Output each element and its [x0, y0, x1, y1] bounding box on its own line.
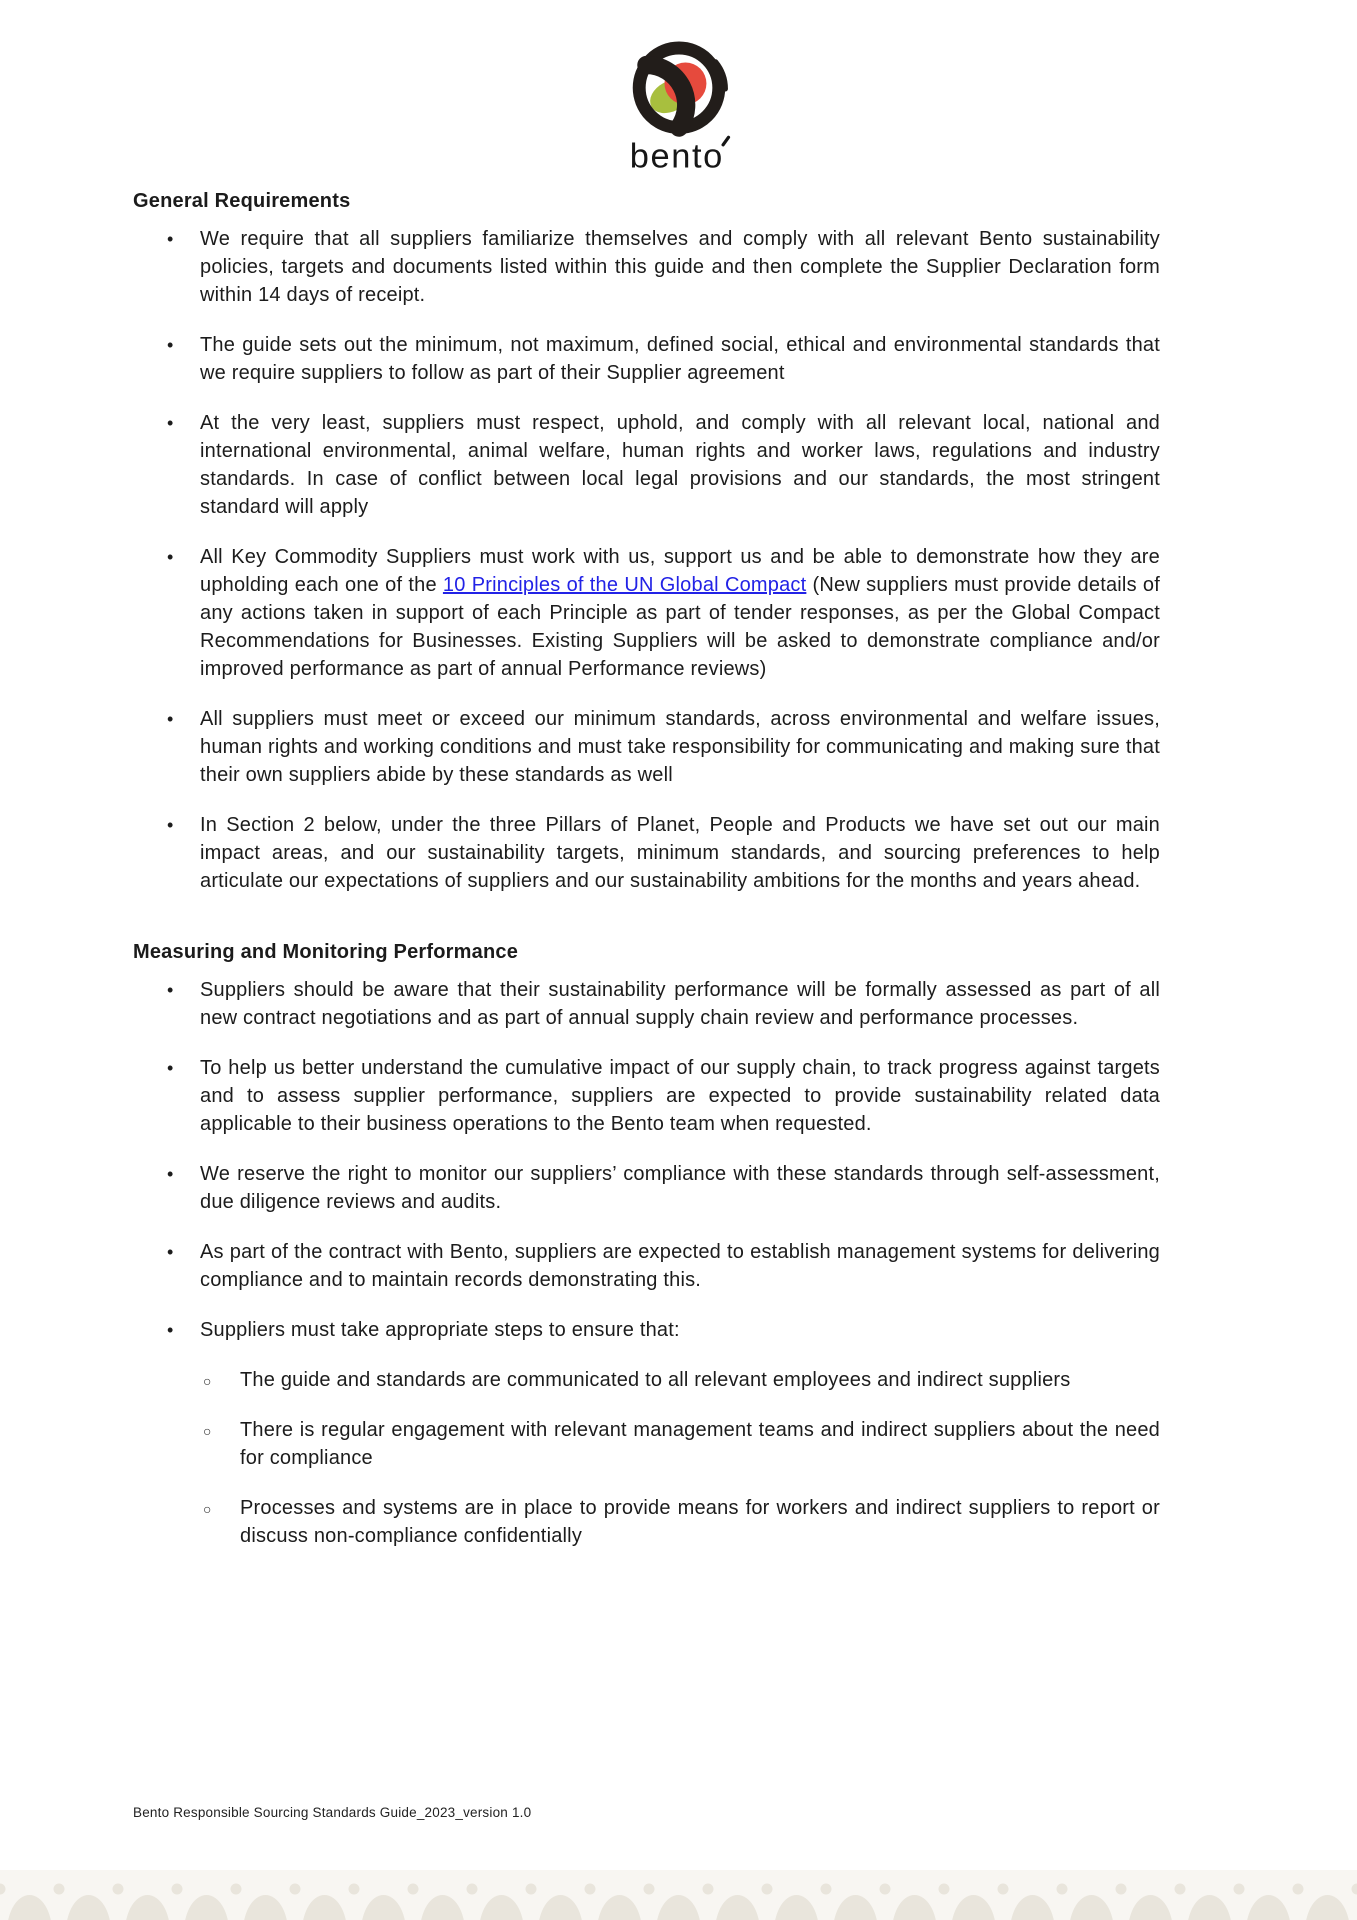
decorative-scallop-border	[0, 1866, 1357, 1920]
bullet-item	[133, 1160, 1160, 1216]
bullet-item	[133, 705, 1160, 789]
bullet-marker: •	[167, 1164, 174, 1184]
bullet-text: We require that all suppliers familiarize themselves and comply with all relevant Bento sustainability policies, targets and documents listed within this guide and then complete the Supplier Declaration form within 14 days of receipt.	[200, 228, 1160, 306]
bullet-text: In Section 2 below, under the three Pillars of Planet, People and Products we have set out our main impact areas, and our sustainability targets, minimum standards, and sourcing preferences to help articulate our expectations of suppliers and our sustainability ambitions for the months and years ahead.	[200, 814, 1160, 892]
bullet-item	[133, 1238, 1160, 1294]
section-heading: Measuring and Monitoring Performance	[133, 941, 519, 963]
section-heading: General Requirements	[133, 190, 351, 212]
bullet-text: At the very least, suppliers must respect, uphold, and comply with all relevant local, national and international environmental, animal welfare, human rights and worker laws, regulations and industry standards. In case of conflict between local legal provisions and our standards, the most stringent standard will apply	[200, 412, 1160, 518]
bullet-text: We reserve the right to monitor our suppliers’ compliance with these standards through self-assessment, due diligence reviews and audits.	[200, 1163, 1160, 1213]
bento-logo-icon	[613, 34, 745, 176]
bullet-marker: •	[167, 1242, 174, 1262]
logo-wordmark: bento	[629, 137, 724, 176]
bullet-text: As part of the contract with Bento, suppliers are expected to establish management systems for delivering compliance and to maintain records demonstrating this.	[200, 1241, 1160, 1291]
bullet-text-before-link: All Key Commodity Suppliers must work with us, support us and be able to demonstrate how they are upholding each one of the	[200, 546, 1160, 596]
bullet-text: The guide sets out the minimum, not maximum, defined social, ethical and environmental standards that we require suppliers to follow as part of their Supplier agreement	[200, 334, 1160, 384]
bullet-text: To help us better understand the cumulative impact of our supply chain, to track progress against targets and to assess supplier performance, suppliers are expected to provide sustainability related data applicable to their business operations to the Bento team when requested.	[200, 1057, 1160, 1135]
bullet-text: Suppliers should be aware that their sustainability performance will be formally assessed as part of all new contract negotiations and as part of annual supply chain review and performance processes.	[200, 979, 1160, 1029]
bullet-marker: •	[167, 413, 174, 433]
bullet-marker: •	[167, 709, 174, 729]
sub-bullet-marker: ○	[203, 1501, 212, 1517]
bullet-text	[200, 543, 1160, 683]
bullet-text: All suppliers must meet or exceed our minimum standards, across environmental and welfare issues, human rights and working conditions and must take responsibility for communicating and making sure that their own suppliers abide by these standards as well	[200, 708, 1160, 786]
bullet-text: Suppliers must take appropriate steps to ensure that:	[200, 1319, 680, 1341]
section-measuring-monitoring	[133, 941, 1160, 1550]
footer-text: Bento Responsible Sourcing Standards Guide_2023_version 1.0	[133, 1805, 532, 1820]
sub-bullet-text: The guide and standards are communicated to all relevant employees and indirect suppliers	[240, 1369, 1071, 1391]
brand-logo	[0, 34, 1357, 176]
bullet-marker: •	[167, 980, 174, 1000]
bullet-item	[133, 1316, 1160, 1344]
bullet-item	[133, 811, 1160, 895]
sub-bullet-text: Processes and systems are in place to provide means for workers and indirect suppliers to report or discuss non-compliance confidentially	[240, 1497, 1160, 1547]
bullet-item	[133, 409, 1160, 521]
bullet-item-with-link	[133, 543, 1160, 683]
sub-bullet-text: There is regular engagement with relevant management teams and indirect suppliers about the need for compliance	[240, 1419, 1160, 1469]
bullet-marker: •	[167, 335, 174, 355]
scallop-pattern-icon	[0, 1866, 1357, 1920]
sub-bullet-marker: ○	[203, 1373, 212, 1389]
document-content	[133, 190, 1160, 1572]
sub-bullet-item	[133, 1366, 1160, 1394]
sub-bullet-marker: ○	[203, 1423, 212, 1439]
bullet-text-after-link: (New suppliers must provide details of any actions taken in support of each Principle as part of tender responses, as per the Global Compact Recommendations for Businesses. Existing Suppliers will be asked to demonstrate compliance and/or improved performance as part of annual Performance reviews)	[200, 574, 1161, 680]
bullet-item	[133, 976, 1160, 1032]
section-general-requirements	[133, 190, 1160, 895]
bullet-item	[133, 225, 1160, 309]
bullet-item	[133, 1054, 1160, 1138]
un-global-compact-link[interactable]: 10 Principles of the UN Global Compact	[442, 574, 807, 596]
bullet-marker: •	[167, 815, 174, 835]
bullet-item	[133, 331, 1160, 387]
sub-bullet-item	[133, 1416, 1160, 1472]
bullet-marker: •	[167, 547, 174, 567]
bullet-marker: •	[167, 229, 174, 249]
sub-bullet-item	[133, 1494, 1160, 1550]
bullet-marker: •	[167, 1320, 174, 1340]
bullet-marker: •	[167, 1058, 174, 1078]
